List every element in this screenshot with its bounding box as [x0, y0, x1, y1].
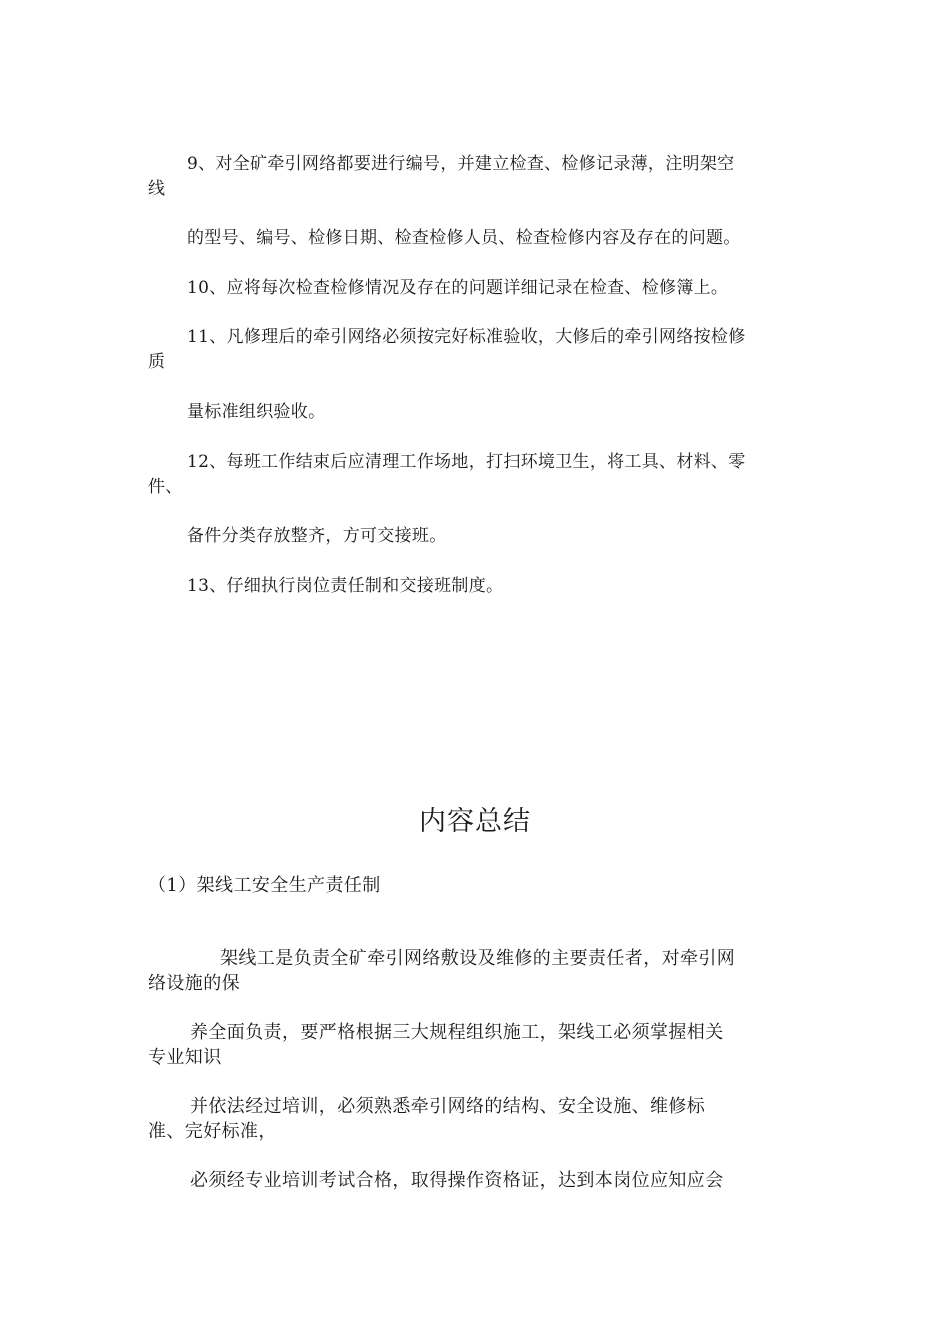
list-item-10: 10、应将每次检查检修情况及存在的问题详细记录在检查、检修簿上。	[187, 278, 729, 298]
summary-title: 内容总结	[419, 806, 531, 837]
summary-paragraph-line-2: 络设施的保	[148, 973, 240, 994]
list-item-9-line-2: 线	[148, 179, 166, 199]
list-item-11-line-2: 质	[148, 352, 166, 372]
list-item-12-line-3: 备件分类存放整齐，方可交接班。	[187, 526, 447, 546]
list-item-12-line-2: 件、	[148, 477, 183, 497]
list-item-13: 13、仔细执行岗位责任制和交接班制度。	[187, 576, 504, 596]
summary-paragraph-line-4: 专业知识	[148, 1047, 222, 1068]
list-item-11-line-1: 11、凡修理后的牵引网络必须按完好标准验收，大修后的牵引网络按检修	[187, 327, 746, 347]
summary-paragraph-line-6: 准、完好标准，	[148, 1121, 277, 1142]
summary-paragraph-line-1: 架线工是负责全矿牵引网络敷设及维修的主要责任者，对牵引网	[220, 948, 736, 969]
summary-paragraph-line-3: 养全面负责，要严格根据三大规程组织施工，架线工必须掌握相关	[190, 1022, 724, 1043]
list-item-9-line-1: 9、对全矿牵引网络都要进行编号，并建立检查、检修记录薄，注明架空	[187, 154, 735, 174]
summary-paragraph-line-7: 必须经专业培训考试合格，取得操作资格证，达到本岗位应知应会	[190, 1170, 724, 1191]
list-item-9-line-3: 的型号、编号、检修日期、检查检修人员、检查检修内容及存在的问题。	[187, 228, 741, 248]
summary-paragraph-line-5: 并依法经过培训，必须熟悉牵引网络的结构、安全设施、维修标	[190, 1096, 706, 1117]
list-item-12-line-1: 12、每班工作结束后应清理工作场地，打扫环境卫生，将工具、材料、零	[187, 452, 746, 472]
summary-subtitle: （1）架线工安全生产责任制	[148, 875, 381, 896]
list-item-11-line-3: 量标准组织验收。	[187, 402, 326, 422]
